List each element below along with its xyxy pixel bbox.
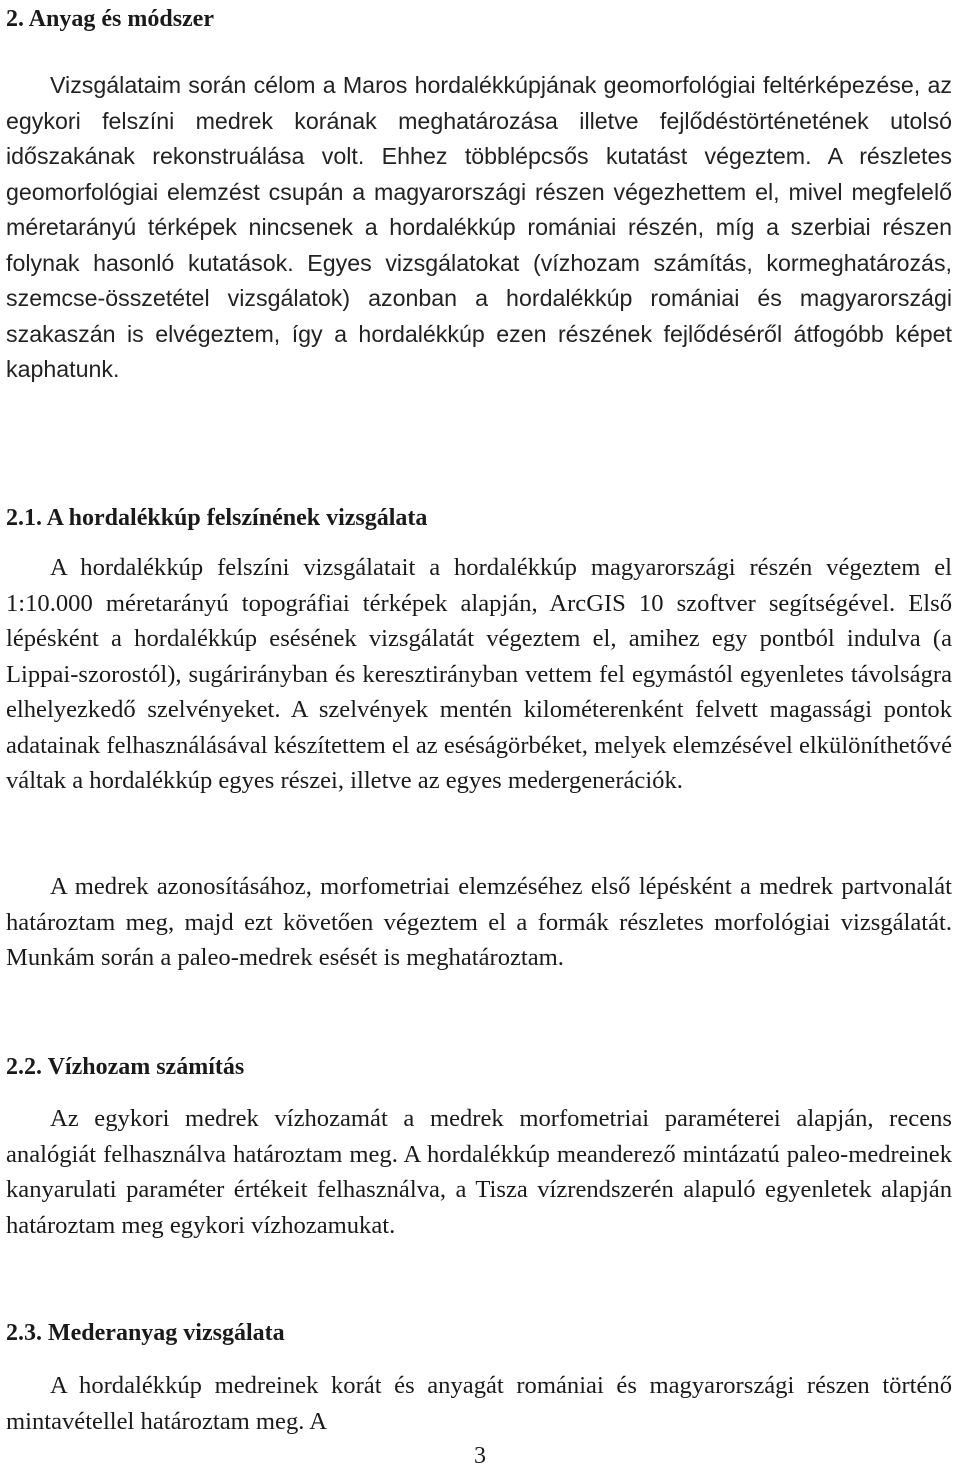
section-2-3-paragraph-1: A hordalékkúp medreinek korát és anyagát romániai és magyarországi részen történő mintavétellel határoztam meg. A — [6, 1372, 952, 1435]
intro-paragraph: Vizsgálataim során célom a Maros hordalékkúpjának geomorfológiai feltérképezése, az egykori felszíni medrek korának meghatározása illetve fejlődéstörténetének utolsó időszakának rekonstruálása volt. Ehhez többlépcsős kutatást végeztem. A részletes geomorfológiai elemzést csupán a magyarországi részen végezhettem el, mivel megfelelő méretarányú térképek nincsenek a hordalékkúp romániai részén, míg a szerbiai részen folynak hasonló kutatások. Egyes vizsgálatokat (vízhozam számítás, kormeghatározás, szemcse-összetétel vizsgálatok) azonban a hordalékkúp romániai és magyarországi szakaszán is elvégeztem, így a hordalékkúp ezen részének fejlődéséről átfogóbb képet kaphatunk. — [6, 72, 952, 382]
section-2-2-paragraph-1: Az egykori medrek vízhozamát a medrek morfometriai paraméterei alapján, recens analógiát felhasználva határoztam meg. A hordalékkúp meanderező mintázatú paleo-medreinek kanyarulati paraméter értékeit felhasználva, a Tisza vízrendszerén alapuló egyenletek alapján határoztam meg egykori vízhozamukat. — [6, 1105, 952, 1239]
section-2-1-paragraph-2: A medrek azonosításához, morfometriai elemzéséhez első lépésként a medrek partvonalát határoztam meg, majd ezt követően végeztem el a formák részletes morfológiai vizsgálatát. Munkám során a paleo-medrek esését is meghatároztam. — [6, 873, 952, 971]
section-title-2-1: 2.1. A hordalékkúp felszínének vizsgálata — [6, 505, 428, 531]
section-2-1-paragraph-1: A hordalékkúp felszíni vizsgálatait a hordalékkúp magyarországi részén végeztem el 1:10.000 méretarányú topográfiai térképek alapján, ArcGIS 10 szoftver segítségével. Első lépésként a hordalékkúp esésének vizsgálatát végeztem el, amihez egy pontból indulva (a Lippai-szorostól), sugárirányban és keresztirányban vettem fel egymástól egyenletes távolságra elhelyezkedő szelvényeket. A szelvények mentén kilométerenként felvett magassági pontok adatainak felhasználásával készítettem el az eséságörbéket, melyek elemzésével elkülöníthetővé váltak a hordalékkúp egyes részei, illetve az egyes medergenerációk. — [6, 554, 952, 794]
chapter-title: 2. Anyag és módszer — [6, 6, 214, 32]
section-title-2-3: 2.3. Mederanyag vizsgálata — [6, 1320, 285, 1346]
section-title-2-2: 2.2. Vízhozam számítás — [6, 1054, 245, 1080]
page-number: 3 — [474, 1443, 486, 1469]
